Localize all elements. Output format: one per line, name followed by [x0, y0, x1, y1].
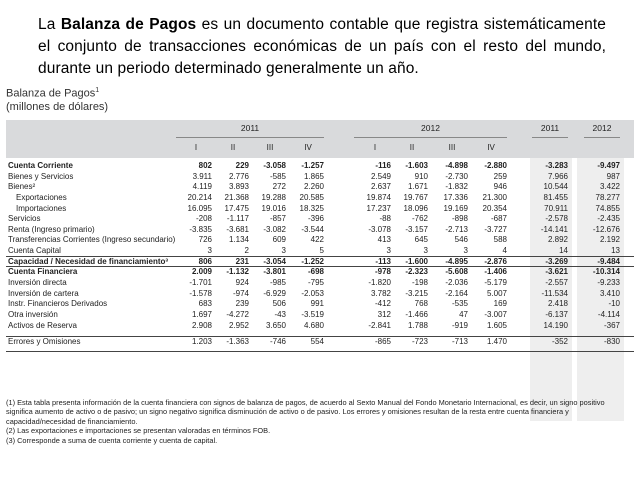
table-cell: 3 — [386, 246, 391, 255]
header-quarter: III — [448, 143, 456, 152]
table-cell: 2.637 — [370, 182, 391, 192]
table-cell: 312 — [377, 310, 391, 319]
table-cell: 609 — [272, 235, 286, 245]
header-year: 2012 — [584, 123, 620, 138]
table-cell: -919 — [451, 320, 468, 330]
table-row — [6, 204, 634, 214]
table-cell: -1.600 — [405, 256, 428, 266]
table-cell: 19.767 — [403, 193, 428, 202]
table-cell: 3.911 — [192, 171, 212, 181]
table-cell: 1.865 — [303, 171, 324, 181]
table-cell: -3.054 — [263, 256, 286, 266]
table-cell: -2.880 — [484, 161, 507, 170]
footnote-1: (1) Esta tabla presenta información de la cuenta financiera con signos de balanza de pagos, de acuerdo al Sexto Manual del Fondo Monetario Internacional, es decir, un signo positivo significa aumento de activo o de pasivo; un signo negativo significa disminución de activo o de pasivo. Los errores y omisiones resultan de la resta entre cuenta financiera y capacidad/necesidad de financiamiento. — [6, 398, 605, 426]
header-quarter: II — [230, 143, 236, 152]
table-cell: -88 — [379, 214, 391, 224]
table-cell: 17.475 — [224, 203, 249, 213]
table-row — [6, 214, 634, 224]
row-label: Exportaciones — [16, 193, 67, 202]
header-quarter: III — [266, 143, 274, 152]
table-title-footnote-mark: 1 — [95, 87, 100, 94]
table-cell: 10.544 — [543, 182, 568, 192]
table-cell: 2.952 — [228, 320, 249, 330]
table-cell: 1.470 — [486, 337, 507, 347]
table-cell: 13 — [611, 246, 620, 255]
table-cell: 3.782 — [370, 288, 391, 298]
table-cell: 18.325 — [299, 203, 324, 213]
table-cell: -1.466 — [405, 310, 428, 319]
table-cell: -2.841 — [368, 320, 391, 330]
table-cell: -1.578 — [189, 288, 212, 298]
table-cell: -3.544 — [301, 224, 324, 234]
row-label: Servicios — [8, 214, 41, 224]
table-cell: -3.727 — [484, 224, 507, 234]
table-cell: -1.603 — [405, 161, 428, 170]
table-cell: 5.007 — [486, 288, 507, 298]
table-cell: 3 — [281, 246, 286, 255]
table-cell: 1.203 — [191, 337, 212, 347]
table-cell: -1.701 — [189, 278, 212, 288]
table-cell: 802 — [198, 161, 212, 170]
table-row — [6, 235, 634, 245]
table-cell: -1.257 — [301, 161, 324, 170]
table-cell: 14.190 — [543, 320, 568, 330]
table-cell: 554 — [310, 337, 324, 347]
table-cell: 946 — [493, 182, 507, 192]
footnote-2: (2) Las exportaciones e importaciones se presentan valoradas en términos FOB. — [6, 426, 271, 436]
table-cell: 1.788 — [407, 320, 428, 330]
table-cell: 229 — [235, 161, 249, 170]
table-cell: -116 — [375, 161, 391, 170]
table-cell: -978 — [374, 267, 391, 277]
table-cell: -3.621 — [545, 267, 568, 277]
table-cell: -1.363 — [226, 337, 249, 347]
table-row — [6, 310, 634, 320]
table-cell: 2.776 — [228, 171, 249, 181]
table-cell: -2.876 — [484, 256, 507, 266]
table-cell: 78.277 — [595, 193, 620, 202]
table-cell: -1.406 — [484, 267, 507, 277]
table-cell: 910 — [414, 171, 428, 181]
table-cell: -6.929 — [263, 288, 286, 298]
table-cell: -208 — [195, 214, 212, 224]
intro-bold-term: Balanza de Pagos — [60, 16, 197, 33]
table-row — [6, 278, 634, 288]
table-cell: -985 — [269, 278, 286, 288]
table-row — [6, 337, 634, 347]
table-cell: 588 — [493, 235, 507, 245]
table-cell: -1.252 — [301, 256, 324, 266]
table-cell: -585 — [269, 171, 286, 181]
table-cell: -762 — [411, 214, 428, 224]
table-cell: 70.911 — [544, 203, 568, 213]
table-cell: 231 — [235, 256, 249, 266]
table-cell: 3.410 — [599, 288, 620, 298]
table-row — [6, 172, 634, 182]
table-subtitle: (millones de dólares) — [6, 101, 109, 113]
table-cell: -857 — [269, 214, 286, 224]
table-cell: 991 — [310, 299, 324, 309]
table-cell: -198 — [411, 278, 428, 288]
table-cell: -974 — [232, 288, 249, 298]
table-cell: -3.681 — [226, 224, 249, 234]
table-cell: 1.697 — [191, 310, 212, 319]
table-cell: -2.323 — [405, 267, 428, 277]
table-cell: 2.908 — [191, 320, 212, 330]
table-row — [6, 257, 634, 267]
row-label: Inversión directa — [8, 278, 67, 288]
table-cell: 2.892 — [547, 235, 568, 245]
table-cell: -10 — [608, 299, 620, 309]
table-cell: -5.179 — [484, 278, 507, 288]
header-quarter: IV — [487, 143, 495, 152]
table-cell: -4.898 — [445, 161, 468, 170]
table-cell: 645 — [414, 235, 428, 245]
table-cell: 2.418 — [547, 299, 568, 309]
table-cell: -3.058 — [263, 161, 286, 170]
table-cell: -396 — [307, 214, 324, 224]
table-cell: -2.713 — [445, 224, 468, 234]
table-cell: 81.455 — [543, 193, 568, 202]
header-year: 2012 — [354, 123, 507, 138]
table-cell: 924 — [235, 278, 249, 288]
table-cell: -1.117 — [226, 214, 249, 224]
table-cell: 5 — [319, 246, 324, 255]
table-row — [6, 267, 634, 277]
table-cell: 20.214 — [187, 193, 212, 202]
table-cell: 3.422 — [599, 182, 620, 192]
table-cell: 21.368 — [224, 193, 249, 202]
header-year: 2011 — [532, 123, 568, 138]
table-title — [6, 84, 99, 101]
header-quarter: I — [194, 143, 198, 152]
table-cell: -3.801 — [263, 267, 286, 277]
row-label: Cuenta Corriente — [8, 161, 73, 170]
table-cell: 4.119 — [192, 182, 212, 192]
table-cell: -12.676 — [592, 224, 620, 234]
table-cell: -3.157 — [405, 224, 428, 234]
table-row — [6, 193, 634, 203]
table-cell: 806 — [198, 256, 212, 266]
table-cell: 987 — [606, 171, 620, 181]
table-cell: 726 — [198, 235, 212, 245]
table-cell: 2.549 — [370, 171, 391, 181]
row-label: Otra inversión — [8, 310, 58, 319]
table-cell: 4 — [502, 246, 507, 255]
table-cell: 1.134 — [228, 235, 249, 245]
table-cell: -865 — [374, 337, 391, 347]
table-cell: -1.832 — [445, 182, 468, 192]
table-cell: -2.435 — [597, 214, 620, 224]
table-cell: -687 — [490, 214, 507, 224]
table-cell: 3.650 — [265, 320, 286, 330]
row-label: Errores y Omisiones — [8, 337, 81, 347]
table-cell: -9.484 — [597, 256, 620, 266]
table-cell: -795 — [307, 278, 324, 288]
table-cell: 3 — [207, 246, 212, 255]
table-cell: 3.893 — [228, 182, 249, 192]
table-cell: -713 — [451, 337, 468, 347]
table-cell: -412 — [374, 299, 391, 309]
table-cell: 3 — [423, 246, 428, 255]
table-cell: -4.272 — [226, 310, 249, 319]
table-cell: 19.874 — [366, 193, 391, 202]
header-quarter: IV — [304, 143, 312, 152]
table-cell: 169 — [493, 299, 507, 309]
table-cell: 17.237 — [366, 203, 391, 213]
header-year: 2011 — [176, 123, 324, 138]
table-cell: -3.007 — [484, 310, 507, 319]
table-cell: -10.314 — [592, 267, 620, 277]
table-cell: 7.966 — [547, 171, 568, 181]
table-cell: -1.132 — [226, 267, 249, 277]
table-cell: 19.169 — [443, 203, 468, 213]
intro-paragraph — [38, 14, 606, 80]
table-cell: -9.497 — [597, 161, 620, 170]
table-cell: -9.233 — [597, 278, 620, 288]
row-label: Bienes² — [8, 182, 36, 192]
table-cell: -2.557 — [545, 278, 568, 288]
footnote-3: (3) Corresponde a suma de cuenta corriente y cuenta de capital. — [6, 435, 218, 445]
row-label: Capacidad / Necesidad de financiamiento³ — [8, 256, 169, 266]
table-cell: -3.283 — [545, 161, 568, 170]
table-cell: -2.036 — [445, 278, 468, 288]
table-cell: 506 — [272, 299, 286, 309]
table-cell: 1.671 — [407, 182, 428, 192]
table-cell: -3.078 — [368, 224, 391, 234]
table-cell: 2 — [244, 246, 249, 255]
row-label: Activos de Reserva — [8, 320, 77, 330]
table-cell: -43 — [274, 310, 286, 319]
header-quarter: II — [409, 143, 415, 152]
table-cell: -898 — [451, 214, 468, 224]
table-cell: -113 — [375, 256, 391, 266]
table-cell: 3 — [463, 246, 468, 255]
table-row — [6, 299, 634, 309]
table-cell: 2.192 — [599, 235, 620, 245]
table-cell: 272 — [272, 182, 286, 192]
table-cell: 259 — [493, 171, 507, 181]
table-cell: 768 — [414, 299, 428, 309]
table-cell: 683 — [198, 299, 212, 309]
table-cell: 239 — [235, 299, 249, 309]
table-cell: -14.141 — [540, 224, 568, 234]
table-cell: 17.336 — [443, 193, 468, 202]
table-cell: -723 — [411, 337, 428, 347]
table-cell: -2.053 — [301, 288, 324, 298]
header-quarter: I — [373, 143, 377, 152]
table-cell: 16.095 — [187, 203, 212, 213]
row-label: Instr. Financieros Derivados — [8, 299, 108, 309]
table-cell: -4.114 — [597, 310, 620, 319]
row-label: Inversión de cartera — [8, 288, 79, 298]
table-cell: -2.578 — [545, 214, 568, 224]
table-row — [6, 321, 634, 331]
table-cell: -1.820 — [368, 278, 391, 288]
table-cell: 20.585 — [299, 193, 324, 202]
table-cell: -4.895 — [445, 256, 468, 266]
table-cell: -830 — [603, 337, 620, 347]
table-cell: 2.260 — [303, 182, 324, 192]
table-title-text: Balanza de Pagos — [6, 87, 96, 100]
table-cell: 2.009 — [191, 267, 212, 277]
table-cell: -5.608 — [445, 267, 468, 277]
table-cell: 546 — [454, 235, 468, 245]
table-cell: 21.300 — [482, 193, 507, 202]
table-cell: 1.605 — [486, 320, 507, 330]
table-cell: -3.082 — [263, 224, 286, 234]
row-label: Cuenta Capital — [8, 246, 61, 255]
table-cell: -2.164 — [445, 288, 468, 298]
row-label: Transferencias Corrientes (Ingreso secundario) — [8, 235, 176, 245]
table-row — [6, 289, 634, 299]
table-cell: -367 — [603, 320, 620, 330]
table-row — [6, 182, 634, 192]
table-row — [6, 161, 634, 171]
table-cell: -3.835 — [189, 224, 212, 234]
footnotes — [6, 398, 632, 445]
table-cell: 4.680 — [303, 320, 324, 330]
table-cell: 19.016 — [261, 203, 286, 213]
table-cell: -11.534 — [541, 288, 568, 298]
table-row — [6, 225, 634, 235]
table-cell: -3.215 — [405, 288, 428, 298]
intro-prefix: La — [38, 16, 61, 33]
table-cell: -535 — [451, 299, 468, 309]
table-cell: -2.730 — [445, 171, 468, 181]
row-label: Bienes y Servicios — [8, 171, 74, 181]
table-cell: 19.288 — [261, 193, 286, 202]
table-cell: 47 — [459, 310, 468, 319]
table-cell: 74.855 — [595, 203, 620, 213]
table-cell: 422 — [310, 235, 324, 245]
table-cell: -698 — [307, 267, 324, 277]
row-label: Renta (Ingreso primario) — [8, 224, 95, 234]
table-cell: 413 — [377, 235, 391, 245]
table-cell: -6.137 — [545, 310, 568, 319]
table-bottom-rule — [6, 351, 634, 352]
intro-rest: es un documento contable que registra sistemáticamente el conjunto de transacciones económicas de un país con el resto del mundo, durante un periodo determinado generalmente un año. — [38, 16, 606, 77]
table-cell: -3.519 — [301, 310, 324, 319]
table-cell: 14 — [559, 246, 568, 255]
table-cell: 18.096 — [403, 203, 428, 213]
row-label: Cuenta Financiera — [8, 267, 78, 277]
table-cell: -3.269 — [545, 256, 568, 266]
table-cell: -352 — [551, 337, 568, 347]
table-cell: -746 — [269, 337, 286, 347]
table-cell: 20.354 — [482, 203, 507, 213]
row-label: Importaciones — [16, 203, 67, 213]
